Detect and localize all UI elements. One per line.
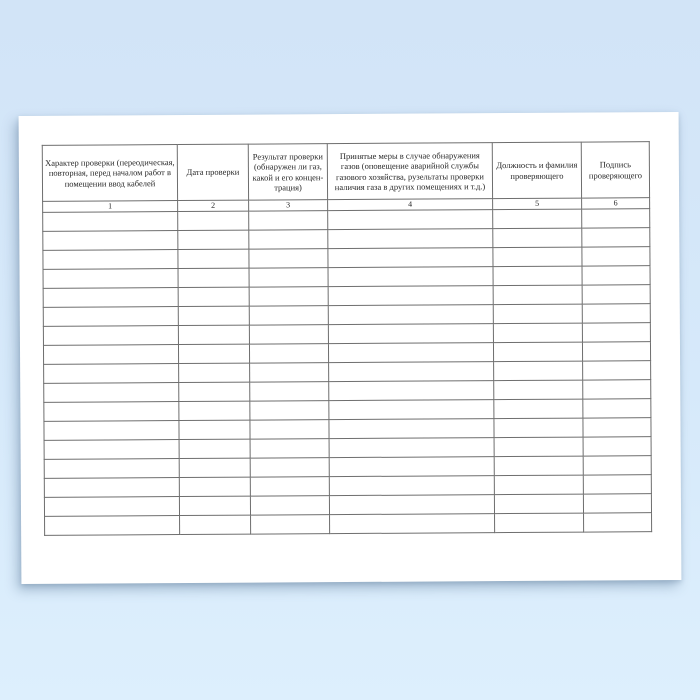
column-number-3: 3 [249,200,328,211]
table-cell [178,230,249,249]
column-header-2: Дата проверки [177,144,248,200]
table-cell [249,306,328,325]
table-cell [494,494,583,514]
column-number-5: 5 [493,198,582,210]
table-cell [250,496,329,515]
table-cell [178,268,249,287]
column-header-1: Характер проверки (переодическая, повторная, перед началом работ в помещении ввод кабелей [42,145,177,202]
table-cell [249,249,328,268]
table-cell [44,421,179,441]
table-cell [250,382,329,401]
table-cell [329,476,494,496]
table-cell [328,343,493,363]
table-cell [179,458,250,477]
table-cell [582,209,650,228]
table-cell [179,496,250,515]
table-cell [43,288,178,308]
table-cell [495,513,584,533]
table-cell [329,438,494,458]
table-cell [250,477,329,496]
table-row [45,513,652,536]
table-cell [583,456,651,475]
table-cell [494,399,583,419]
table-cell [44,459,179,479]
column-header-5: Должность и фамилия проверяющего [492,142,581,199]
table-cell [249,325,328,344]
table-cell [583,418,651,437]
table-cell [43,250,178,270]
table-cell [328,286,493,306]
table-cell [584,513,652,532]
table-cell [250,458,329,477]
table-cell [44,402,179,422]
table-cell [493,209,582,229]
inspection-journal-table [42,141,652,536]
document-page [19,112,682,584]
table-cell [582,266,650,285]
table-cell [179,363,250,382]
table-cell [44,364,179,384]
table-cell [494,475,583,495]
table-cell [328,267,493,287]
table-cell [583,494,651,513]
table-cell [249,230,328,249]
table-cell [493,247,582,267]
table-cell [493,323,582,343]
table-cell [493,342,582,362]
table-cell [250,420,329,439]
table-cell [328,248,493,268]
column-header-6: Подпись проверяющего [581,142,649,198]
table-cell [583,380,651,399]
table-cell [178,325,249,344]
table-cell [583,475,651,494]
table-cell [329,400,494,420]
table-cell [178,249,249,268]
table-cell [494,437,583,457]
table-cell [493,285,582,305]
table-cell [328,229,493,249]
table-cell [43,231,178,251]
table-cell [329,381,494,401]
table-cell [250,401,329,420]
table-cell [43,345,178,365]
table-cell [328,210,493,230]
table-cell [180,515,251,534]
table-cell [328,324,493,344]
table-cell [179,401,250,420]
table-cell [250,363,329,382]
table-cell [43,269,178,289]
table-cell [329,495,494,515]
table-cell [582,228,650,247]
table-cell [583,361,651,380]
table-cell [178,306,249,325]
table-cell [582,323,650,342]
table-cell [179,439,250,458]
table-cell [329,419,494,439]
table-cell [249,344,328,363]
column-header-3: Результат проверки (обнаружен ли газ, какой и его концен-трация) [248,144,327,200]
table-cell [178,211,249,230]
column-number-6: 6 [582,198,650,209]
table-cell [44,478,179,498]
table-cell [494,418,583,438]
table-cell [494,380,583,400]
table-cell [178,287,249,306]
table-cell [329,362,494,382]
column-header-4: Принятые меры в случае обнаружения газов (оповещение аварийной службы газового хозяйства, рузельтаты проверки наличия газа в других помещениях и т.д.) [327,143,492,200]
column-number-1: 1 [43,201,178,213]
column-number-4: 4 [328,199,493,211]
table-cell [43,326,178,346]
column-number-2: 2 [178,200,249,211]
table-cell [494,361,583,381]
table-cell [582,342,650,361]
table-cell [44,383,179,403]
table-cell [44,440,179,460]
header-row [42,142,649,202]
table-cell [329,457,494,477]
table-cell [179,382,250,401]
table-cell [249,268,328,287]
table-cell [250,439,329,458]
table-cell [178,344,249,363]
table-cell [249,211,328,230]
table-cell [251,515,330,534]
table-cell [44,497,179,517]
table-cell [179,477,250,496]
table-cell [583,437,651,456]
table-cell [582,247,650,266]
table-cell [45,516,180,536]
table-cell [493,266,582,286]
table-cell [582,285,650,304]
table-cell [249,287,328,306]
table-cell [179,420,250,439]
table-cell [43,307,178,327]
table-cell [494,456,583,476]
table-cell [330,514,495,534]
table-cell [493,304,582,324]
table-cell [43,212,178,232]
table-cell [582,304,650,323]
table-body [42,142,651,536]
table-cell [493,228,582,248]
table-cell [328,305,493,325]
table-cell [583,399,651,418]
